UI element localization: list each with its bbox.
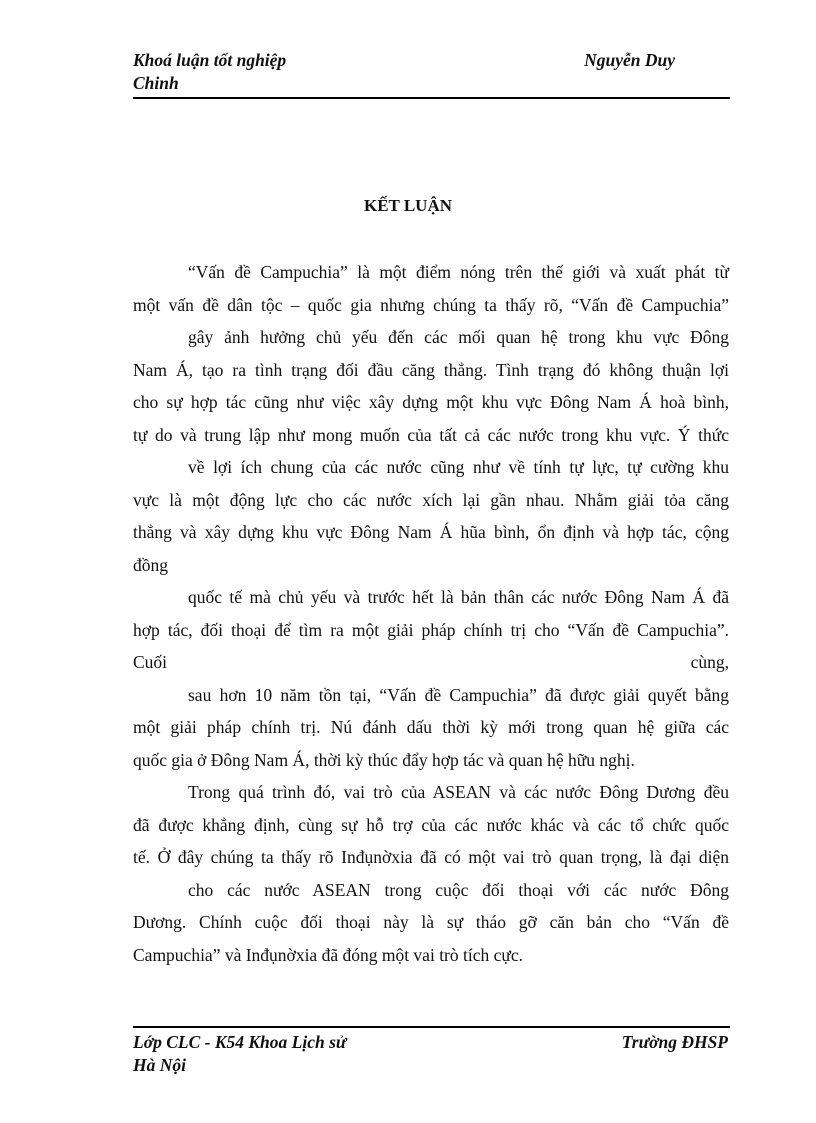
page-footer (133, 1031, 730, 1077)
text-line: một giải pháp chính trị. Nú đánh dấu thời kỳ mới trong quan hệ giữa các (133, 717, 729, 737)
text-line: gây ảnh hưởng chủ yếu đến các mối quan hệ trong khu vực Đông (188, 327, 729, 347)
text-line: cho sự hợp tác cũng như việc xây dựng một khu vực Đông Nam Á hoà bình, (133, 392, 729, 412)
text-line: Cuối cùng, (133, 652, 729, 672)
text-line: sau hơn 10 năm tồn tại, “Vấn đề Campuchia” đã được giải quyết bằng (188, 684, 729, 705)
text-line: vực là một động lực cho các nước xích lại gần nhau. Nhằm giải tỏa căng (133, 489, 729, 510)
header-course-cont: Chinh (133, 73, 179, 93)
footer-rule (133, 1026, 730, 1028)
text-line: Dương. Chính cuộc đối thoại này là sự tháo gỡ căn bản cho “Vấn đề (133, 912, 729, 932)
page-title: KẾT LUẬN (363, 196, 452, 215)
page-header (133, 49, 730, 95)
footer-school: Trường ĐHSP (621, 1032, 728, 1052)
text-line: một vấn đề dân tộc – quốc gia nhưng chúng ta thấy rõ, “Vấn đề Campuchia” (133, 294, 729, 315)
header-author: Nguyễn Duy (584, 50, 675, 70)
footer-class-cont: Hà Nội (133, 1055, 186, 1075)
text-line: tự do và trung lập như mong muốn của tất cả các nước trong khu vực. Ý thức (133, 424, 729, 445)
text-line: Campuchia” và Inđụnờxia đã đóng một vai trò tích cực. (133, 944, 524, 965)
text-line: đồng (133, 554, 168, 575)
text-line: quốc gia ở Đông Nam Á, thời kỳ thúc đẩy hợp tác và quan hệ hữu nghị. (133, 749, 635, 770)
text-line: tế. Ở đây chúng ta thấy rõ Inđụnờxia đã có một vai trò quan trọng, là đại diện (133, 847, 729, 867)
text-line: Nam Á, tạo ra tình trạng đối đầu căng thẳng. Tình trạng đó không thuận lợi (133, 359, 729, 380)
text-line: đã được khẳng định, cùng sự hỗ trợ của các nước khác và các tổ chức quốc (133, 814, 729, 835)
text-line: thẳng và xây dựng khu vực Đông Nam Á hũa bình, ổn định và hợp tác, cộng (133, 522, 729, 542)
text-line: quốc tế mà chủ yếu và trước hết là bản thân các nước Đông Nam Á đã (188, 587, 729, 607)
text-line: Trong quá trình đó, vai trò của ASEAN và các nước Đông Dương đều (188, 782, 729, 802)
body-text (133, 256, 729, 971)
footer-class: Lớp CLC - K54 Khoa Lịch sử (133, 1032, 347, 1052)
header-rule (133, 97, 730, 99)
text-line: về lợi ích chung của các nước cũng như về tính tự lực, tự cường khu (188, 457, 729, 477)
text-line: cho các nước ASEAN trong cuộc đối thoại với các nước Đông (188, 879, 729, 900)
text-line: hợp tác, đối thoại để tìm ra một giải pháp chính trị cho “Vấn đề Campuchia”. (133, 619, 729, 640)
header-course: Khoá luận tốt nghiệp (133, 50, 287, 70)
text-line: “Vấn đề Campuchia” là một điểm nóng trên thế giới và xuất phát từ (188, 262, 729, 282)
